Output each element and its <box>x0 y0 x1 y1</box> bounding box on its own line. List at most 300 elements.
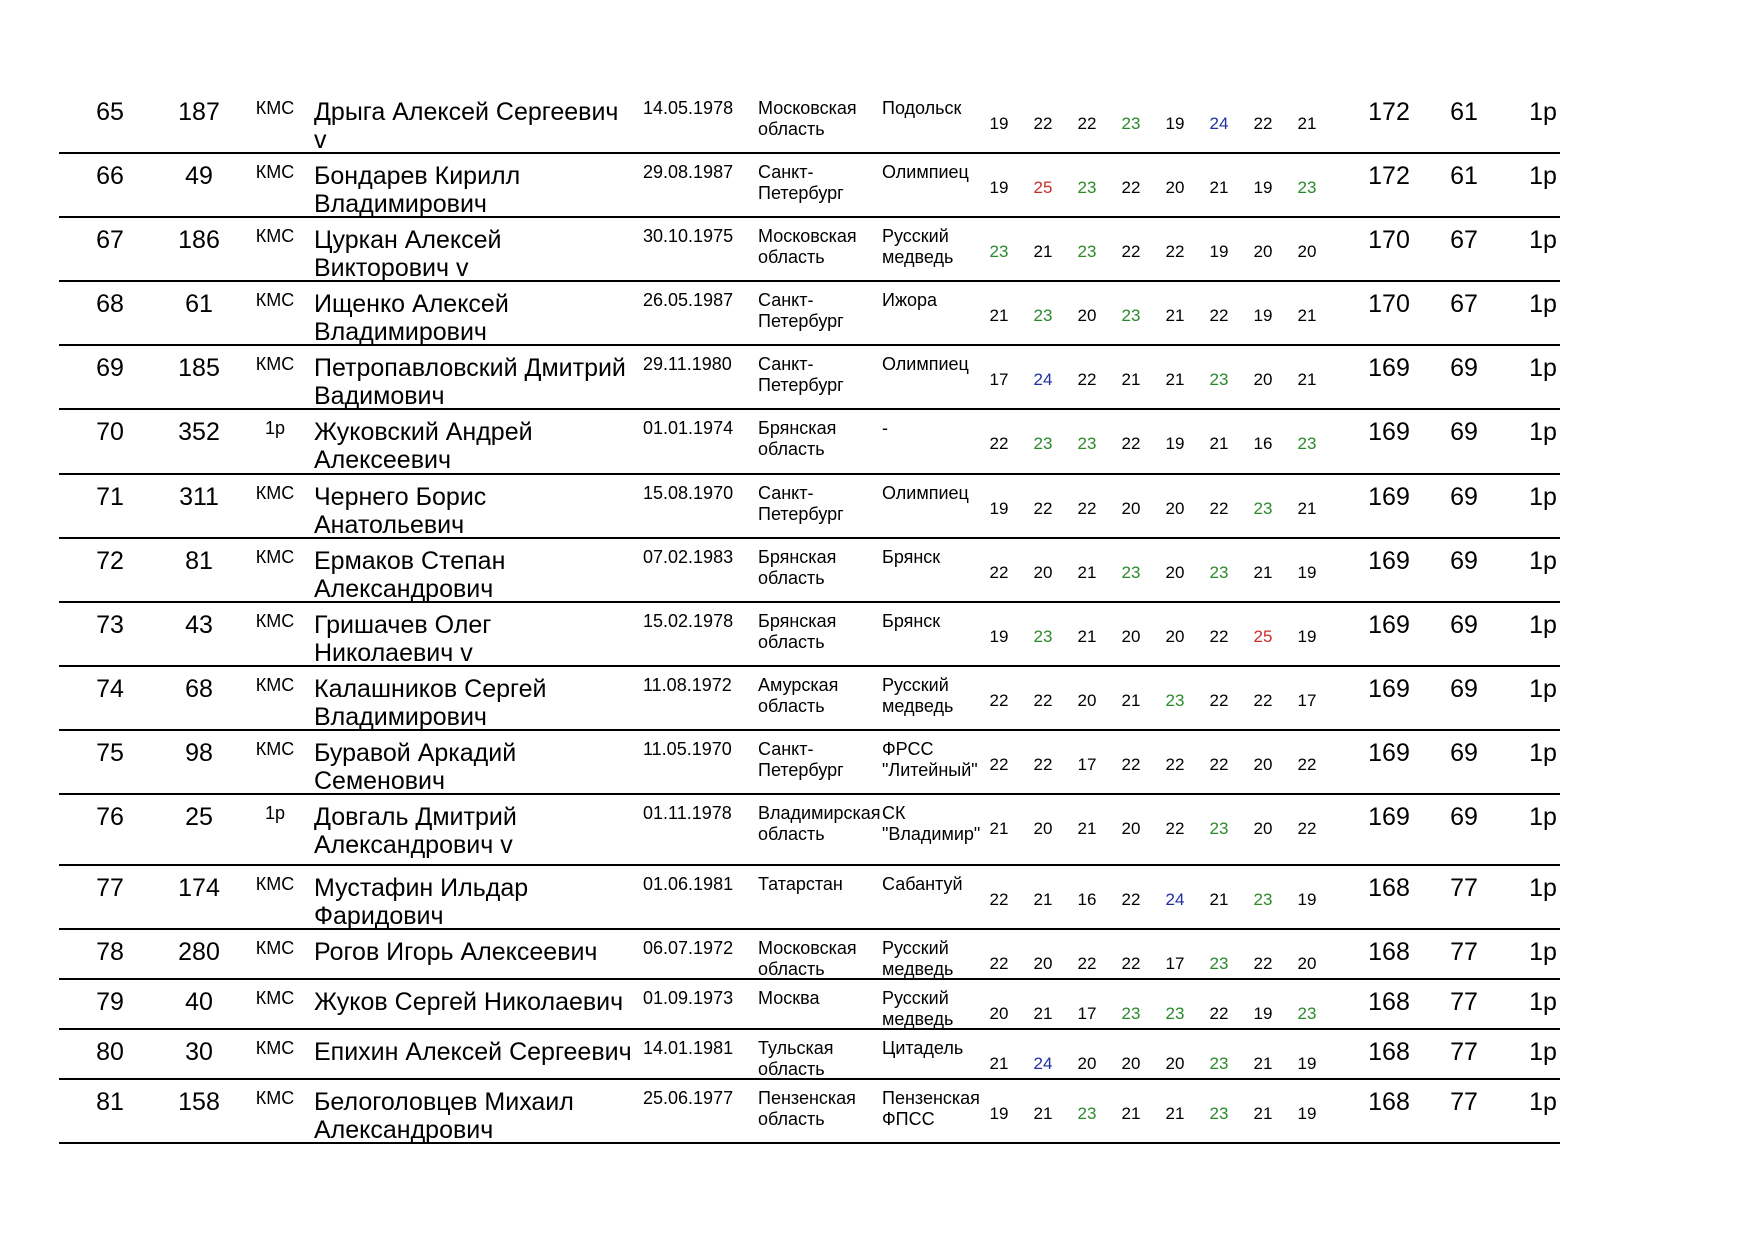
series-score: 19 <box>1297 627 1317 646</box>
series-score: 21 <box>989 819 1009 838</box>
rank-cell: КМС <box>255 354 295 374</box>
series-score: 22 <box>1077 370 1097 389</box>
series-score: 22 <box>1033 691 1053 710</box>
club-cell: Олимпиец <box>882 483 969 503</box>
athlete-name-cell: Белоголовцев Михаил Александрович <box>314 1088 574 1144</box>
region-cell: Татарстан <box>758 874 843 894</box>
series-score: 21 <box>1165 306 1185 325</box>
series-scores <box>979 755 1379 779</box>
birth-date-cell: 11.08.1972 <box>643 675 732 695</box>
rank-cell: КМС <box>255 1088 295 1108</box>
place-cell: 77 <box>96 874 124 902</box>
series-scores <box>979 434 1379 458</box>
athlete-name-cell: Дрыга Алексей Сергеевич v <box>314 98 619 154</box>
series-score: 20 <box>1121 819 1141 838</box>
series-score: 23 <box>1209 370 1229 389</box>
birth-date-cell: 14.05.1978 <box>643 98 734 118</box>
series-score: 19 <box>1297 1104 1317 1123</box>
athlete-name-cell: Петропавловский Дмитрий Вадимович <box>314 354 626 410</box>
athlete-name-cell: Жуковский Андрей Алексеевич <box>314 418 533 474</box>
club-cell: Брянск <box>882 547 941 567</box>
rank-cell: КМС <box>255 611 295 631</box>
series-score: 17 <box>1165 954 1185 973</box>
region-cell: Санкт-Петербург <box>758 483 844 524</box>
shared-place-cell: 69 <box>1450 675 1478 703</box>
series-score: 22 <box>1297 819 1317 838</box>
series-score: 23 <box>1209 563 1229 582</box>
series-score: 20 <box>1165 178 1185 197</box>
series-scores <box>979 178 1379 202</box>
series-score: 20 <box>1121 499 1141 518</box>
region-cell: Амурская область <box>758 675 839 716</box>
series-score: 21 <box>1033 890 1053 909</box>
region-cell: Санкт-Петербург <box>758 739 844 780</box>
series-score: 23 <box>1253 499 1273 518</box>
series-scores <box>979 890 1379 914</box>
region-cell: Москва <box>758 988 820 1008</box>
series-score: 19 <box>1253 1004 1273 1023</box>
series-score: 25 <box>1033 178 1053 197</box>
category-cell: 1р <box>1529 803 1557 831</box>
series-score: 20 <box>1077 306 1097 325</box>
series-score: 20 <box>1253 370 1273 389</box>
category-cell: 1р <box>1529 611 1557 639</box>
total-score-cell: 168 <box>1368 988 1410 1016</box>
series-score: 21 <box>1033 1004 1053 1023</box>
series-score: 23 <box>1121 563 1141 582</box>
category-cell: 1р <box>1529 354 1557 382</box>
series-score: 22 <box>1077 499 1097 518</box>
birth-date-cell: 01.11.1978 <box>643 803 732 823</box>
series-score: 22 <box>1033 755 1053 774</box>
total-score-cell: 170 <box>1368 226 1410 254</box>
series-score: 21 <box>1077 819 1097 838</box>
series-score: 22 <box>1121 242 1141 261</box>
birth-date-cell: 01.09.1973 <box>643 988 734 1008</box>
rank-cell: КМС <box>255 162 295 182</box>
shared-place-cell: 61 <box>1450 98 1478 126</box>
table-row <box>59 408 1560 475</box>
series-score: 23 <box>1077 1104 1097 1123</box>
total-score-cell: 168 <box>1368 874 1410 902</box>
bib-number-cell: 280 <box>178 938 220 966</box>
series-score: 20 <box>1077 1054 1097 1073</box>
club-cell: - <box>882 418 888 438</box>
series-score: 21 <box>1209 434 1229 453</box>
athlete-name-cell: Бондарев Кирилл Владимирович <box>314 162 521 218</box>
series-score: 22 <box>1209 1004 1229 1023</box>
series-score: 19 <box>989 499 1009 518</box>
series-score: 19 <box>1165 434 1185 453</box>
place-cell: 70 <box>96 418 124 446</box>
table-row <box>59 344 1560 410</box>
place-cell: 74 <box>96 675 124 703</box>
series-score: 23 <box>1209 1104 1229 1123</box>
athlete-name-cell: Довгаль Дмитрий Александрович v <box>314 803 517 859</box>
athlete-name-cell: Ермаков Степан Александрович <box>314 547 506 603</box>
place-cell: 68 <box>96 290 124 318</box>
series-score: 22 <box>989 890 1009 909</box>
series-score: 21 <box>1209 178 1229 197</box>
series-score: 20 <box>1165 627 1185 646</box>
series-scores <box>979 1054 1379 1078</box>
club-cell: Цитадель <box>882 1038 964 1058</box>
region-cell: Брянская область <box>758 418 837 459</box>
club-cell: Сабантуй <box>882 874 963 894</box>
bib-number-cell: 352 <box>178 418 220 446</box>
shared-place-cell: 77 <box>1450 874 1478 902</box>
series-scores <box>979 306 1379 330</box>
athlete-name-cell: Гришачев Олег Николаевич v <box>314 611 492 667</box>
bib-number-cell: 174 <box>178 874 220 902</box>
series-score: 16 <box>1253 434 1273 453</box>
total-score-cell: 168 <box>1368 1088 1410 1116</box>
series-score: 21 <box>1121 370 1141 389</box>
series-score: 20 <box>1165 499 1185 518</box>
bib-number-cell: 186 <box>178 226 220 254</box>
bib-number-cell: 43 <box>185 611 213 639</box>
club-cell: ФРСС "Литейный" <box>882 739 978 780</box>
series-score: 21 <box>1077 627 1097 646</box>
table-row <box>59 928 1560 980</box>
series-score: 22 <box>1165 242 1185 261</box>
series-score: 22 <box>989 755 1009 774</box>
series-score: 21 <box>989 306 1009 325</box>
region-cell: Пензенская область <box>758 1088 856 1129</box>
series-score: 22 <box>1253 954 1273 973</box>
series-score: 20 <box>1253 755 1273 774</box>
place-cell: 66 <box>96 162 124 190</box>
region-cell: Московская область <box>758 226 857 267</box>
series-score: 17 <box>1297 691 1317 710</box>
series-score: 21 <box>1121 691 1141 710</box>
table-row <box>59 280 1560 346</box>
shared-place-cell: 77 <box>1450 1088 1478 1116</box>
bib-number-cell: 49 <box>185 162 213 190</box>
series-score: 21 <box>1165 1104 1185 1123</box>
club-cell: Олимпиец <box>882 162 969 182</box>
category-cell: 1р <box>1529 98 1557 126</box>
category-cell: 1р <box>1529 547 1557 575</box>
series-scores <box>979 114 1379 138</box>
bib-number-cell: 81 <box>185 547 213 575</box>
category-cell: 1р <box>1529 1088 1557 1116</box>
club-cell: СК "Владимир" <box>882 803 981 844</box>
series-score: 23 <box>1165 691 1185 710</box>
series-score: 23 <box>1297 1004 1317 1023</box>
place-cell: 69 <box>96 354 124 382</box>
shared-place-cell: 67 <box>1450 226 1478 254</box>
table-row <box>59 152 1560 218</box>
series-scores <box>979 819 1379 843</box>
rank-cell: 1р <box>264 418 286 438</box>
series-scores <box>979 954 1379 978</box>
athlete-name-cell: Цуркан Алексей Викторович v <box>314 226 502 282</box>
series-score: 20 <box>989 1004 1009 1023</box>
club-cell: Русский медведь <box>882 938 954 979</box>
series-scores <box>979 627 1379 651</box>
total-score-cell: 169 <box>1368 803 1410 831</box>
athlete-name-cell: Епихин Алексей Сергеевич <box>314 1038 632 1066</box>
category-cell: 1р <box>1529 418 1557 446</box>
series-score: 23 <box>1209 954 1229 973</box>
series-score: 20 <box>1297 954 1317 973</box>
series-score: 22 <box>1253 114 1273 133</box>
series-score: 22 <box>989 434 1009 453</box>
series-score: 21 <box>1297 114 1317 133</box>
series-score: 20 <box>1033 819 1053 838</box>
series-score: 22 <box>1121 755 1141 774</box>
shared-place-cell: 77 <box>1450 988 1478 1016</box>
region-cell: Брянская область <box>758 611 837 652</box>
birth-date-cell: 26.05.1987 <box>643 290 734 310</box>
place-cell: 80 <box>96 1038 124 1066</box>
bib-number-cell: 158 <box>178 1088 220 1116</box>
rank-cell: КМС <box>255 739 295 759</box>
series-score: 21 <box>1121 1104 1141 1123</box>
bib-number-cell: 98 <box>185 739 213 767</box>
place-cell: 76 <box>96 803 124 831</box>
place-cell: 75 <box>96 739 124 767</box>
club-cell: Русский медведь <box>882 226 954 267</box>
series-score: 23 <box>1297 434 1317 453</box>
series-score: 23 <box>1077 178 1097 197</box>
series-score: 21 <box>1253 1054 1273 1073</box>
series-score: 19 <box>1297 563 1317 582</box>
rank-cell: КМС <box>255 226 295 246</box>
birth-date-cell: 01.06.1981 <box>643 874 734 894</box>
series-score: 21 <box>1077 563 1097 582</box>
table-row <box>59 601 1560 667</box>
birth-date-cell: 01.01.1974 <box>643 418 734 438</box>
series-score: 24 <box>1033 1054 1053 1073</box>
place-cell: 81 <box>96 1088 124 1116</box>
athlete-name-cell: Ищенко Алексей Владимирович <box>314 290 509 346</box>
series-score: 21 <box>1033 242 1053 261</box>
series-score: 23 <box>1033 306 1053 325</box>
series-score: 22 <box>1165 819 1185 838</box>
total-score-cell: 169 <box>1368 611 1410 639</box>
total-score-cell: 169 <box>1368 547 1410 575</box>
place-cell: 65 <box>96 98 124 126</box>
region-cell: Владимирская область <box>758 803 881 844</box>
table-row <box>59 729 1560 795</box>
bib-number-cell: 68 <box>185 675 213 703</box>
region-cell: Санкт-Петербург <box>758 162 844 203</box>
series-score: 23 <box>1121 1004 1141 1023</box>
series-score: 23 <box>1253 890 1273 909</box>
category-cell: 1р <box>1529 675 1557 703</box>
total-score-cell: 169 <box>1368 354 1410 382</box>
club-cell: Русский медведь <box>882 988 954 1029</box>
series-score: 24 <box>1209 114 1229 133</box>
birth-date-cell: 15.08.1970 <box>643 483 734 503</box>
series-score: 22 <box>1209 627 1229 646</box>
series-score: 21 <box>989 1054 1009 1073</box>
shared-place-cell: 69 <box>1450 611 1478 639</box>
birth-date-cell: 30.10.1975 <box>643 226 734 246</box>
series-score: 22 <box>1121 954 1141 973</box>
series-score: 20 <box>1121 627 1141 646</box>
birth-date-cell: 25.06.1977 <box>643 1088 734 1108</box>
series-scores <box>979 563 1379 587</box>
total-score-cell: 172 <box>1368 98 1410 126</box>
total-score-cell: 169 <box>1368 483 1410 511</box>
table-row <box>59 1078 1560 1144</box>
series-score: 19 <box>989 178 1009 197</box>
region-cell: Московская область <box>758 938 857 979</box>
series-score: 20 <box>1077 691 1097 710</box>
total-score-cell: 168 <box>1368 1038 1410 1066</box>
series-score: 20 <box>1165 563 1185 582</box>
shared-place-cell: 69 <box>1450 739 1478 767</box>
series-score: 23 <box>1165 1004 1185 1023</box>
series-score: 19 <box>1165 114 1185 133</box>
total-score-cell: 172 <box>1368 162 1410 190</box>
series-score: 17 <box>1077 755 1097 774</box>
series-score: 23 <box>1121 306 1141 325</box>
series-score: 22 <box>1209 499 1229 518</box>
club-cell: Олимпиец <box>882 354 969 374</box>
series-score: 19 <box>989 627 1009 646</box>
total-score-cell: 169 <box>1368 739 1410 767</box>
rank-cell: КМС <box>255 938 295 958</box>
series-score: 22 <box>1209 755 1229 774</box>
series-score: 22 <box>1165 755 1185 774</box>
place-cell: 67 <box>96 226 124 254</box>
total-score-cell: 169 <box>1368 675 1410 703</box>
bib-number-cell: 311 <box>179 483 219 511</box>
series-score: 22 <box>1297 755 1317 774</box>
rank-cell: КМС <box>255 290 295 310</box>
shared-place-cell: 61 <box>1450 162 1478 190</box>
series-score: 20 <box>1253 819 1273 838</box>
place-cell: 73 <box>96 611 124 639</box>
athlete-name-cell: Чернего Борис Анатольевич <box>314 483 487 539</box>
rank-cell: КМС <box>255 98 295 118</box>
place-cell: 71 <box>96 483 124 511</box>
series-score: 23 <box>1077 434 1097 453</box>
series-score: 24 <box>1033 370 1053 389</box>
category-cell: 1р <box>1529 988 1557 1016</box>
athlete-name-cell: Мустафин Ильдар Фаридович <box>314 874 529 930</box>
shared-place-cell: 69 <box>1450 483 1478 511</box>
category-cell: 1р <box>1529 483 1557 511</box>
birth-date-cell: 11.05.1970 <box>643 739 732 759</box>
rank-cell: 1р <box>264 803 286 823</box>
shared-place-cell: 77 <box>1450 938 1478 966</box>
shared-place-cell: 69 <box>1450 803 1478 831</box>
region-cell: Санкт-Петербург <box>758 354 844 395</box>
series-score: 17 <box>1077 1004 1097 1023</box>
series-score: 22 <box>989 954 1009 973</box>
series-score: 19 <box>989 1104 1009 1123</box>
bib-number-cell: 61 <box>185 290 213 318</box>
rank-cell: КМС <box>255 988 295 1008</box>
series-score: 16 <box>1077 890 1097 909</box>
athlete-name-cell: Жуков Сергей Николаевич <box>314 988 624 1016</box>
athlete-name-cell: Рогов Игорь Алексеевич <box>314 938 598 966</box>
series-score: 22 <box>1077 114 1097 133</box>
series-score: 23 <box>1209 819 1229 838</box>
category-cell: 1р <box>1529 290 1557 318</box>
series-score: 23 <box>989 242 1009 261</box>
series-scores <box>979 1004 1379 1028</box>
birth-date-cell: 29.11.1980 <box>643 354 732 374</box>
series-score: 23 <box>1209 1054 1229 1073</box>
table-row <box>59 473 1560 539</box>
bib-number-cell: 40 <box>185 988 213 1016</box>
series-scores <box>979 1104 1379 1128</box>
series-score: 21 <box>1297 370 1317 389</box>
series-scores <box>979 499 1379 523</box>
rank-cell: КМС <box>255 675 295 695</box>
series-score: 22 <box>1209 306 1229 325</box>
series-score: 20 <box>1253 242 1273 261</box>
shared-place-cell: 77 <box>1450 1038 1478 1066</box>
place-cell: 79 <box>96 988 124 1016</box>
category-cell: 1р <box>1529 739 1557 767</box>
shared-place-cell: 67 <box>1450 290 1478 318</box>
series-score: 20 <box>1121 1054 1141 1073</box>
series-score: 23 <box>1033 627 1053 646</box>
place-cell: 72 <box>96 547 124 575</box>
shared-place-cell: 69 <box>1450 547 1478 575</box>
club-cell: Ижора <box>882 290 938 310</box>
series-score: 24 <box>1165 890 1185 909</box>
club-cell: Подольск <box>882 98 962 118</box>
table-row <box>59 864 1560 930</box>
bib-number-cell: 187 <box>178 98 220 126</box>
rank-cell: КМС <box>255 483 295 503</box>
table-row <box>59 216 1560 282</box>
table-row <box>59 665 1560 731</box>
series-score: 22 <box>1253 691 1273 710</box>
birth-date-cell: 29.08.1987 <box>643 162 734 182</box>
club-cell: Русский медведь <box>882 675 954 716</box>
series-score: 21 <box>1209 890 1229 909</box>
series-score: 20 <box>1033 563 1053 582</box>
rank-cell: КМС <box>255 874 295 894</box>
table-row <box>59 1028 1560 1080</box>
series-score: 23 <box>1033 434 1053 453</box>
series-score: 22 <box>1121 890 1141 909</box>
series-score: 19 <box>1209 242 1229 261</box>
series-score: 22 <box>1033 499 1053 518</box>
series-score: 21 <box>1165 370 1185 389</box>
series-score: 19 <box>1253 178 1273 197</box>
series-score: 20 <box>1165 1054 1185 1073</box>
series-score: 23 <box>1297 178 1317 197</box>
birth-date-cell: 07.02.1983 <box>643 547 734 567</box>
series-score: 19 <box>989 114 1009 133</box>
birth-date-cell: 14.01.1981 <box>643 1038 734 1058</box>
athlete-name-cell: Калашников Сергей Владимирович <box>314 675 547 731</box>
category-cell: 1р <box>1529 874 1557 902</box>
total-score-cell: 168 <box>1368 938 1410 966</box>
category-cell: 1р <box>1529 226 1557 254</box>
series-score: 19 <box>1253 306 1273 325</box>
series-score: 20 <box>1297 242 1317 261</box>
series-score: 21 <box>1297 306 1317 325</box>
birth-date-cell: 06.07.1972 <box>643 938 734 958</box>
series-score: 23 <box>1121 114 1141 133</box>
shared-place-cell: 69 <box>1450 418 1478 446</box>
series-score: 21 <box>1253 563 1273 582</box>
category-cell: 1р <box>1529 938 1557 966</box>
total-score-cell: 169 <box>1368 418 1410 446</box>
bib-number-cell: 30 <box>185 1038 213 1066</box>
